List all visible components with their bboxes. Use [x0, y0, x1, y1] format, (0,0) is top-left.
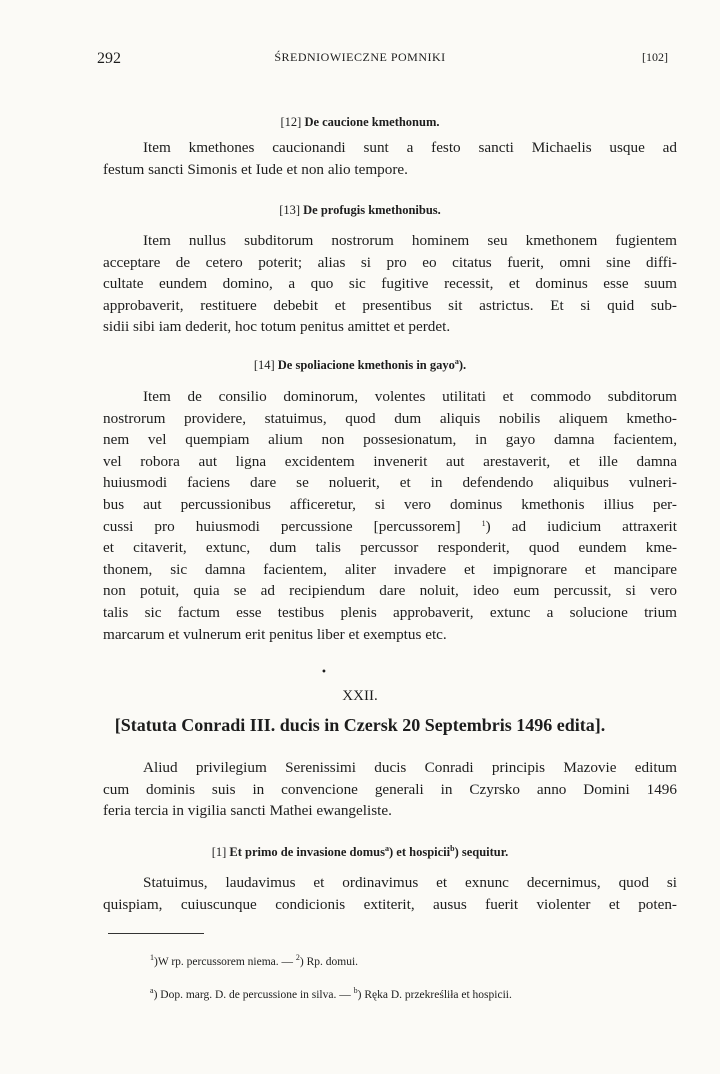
footnote-text: ) Dop. marg. D. de percussione in silva. — [153, 989, 351, 1001]
section-13-title: De profugis kmethonibus. [303, 203, 441, 217]
footnote-a-b [150, 986, 512, 1001]
text-fragment: ) ad iudicium attraxerit [485, 517, 677, 535]
footnote-mark: a [454, 357, 459, 366]
footnote-1-2 [150, 953, 359, 968]
text-line: Statuimus, laudavimus et ordinavimus et exnunc decernimus, quod si [143, 874, 677, 891]
text-line: festum sancti Simonis et Iude et non alio tempore. [103, 160, 408, 178]
section-title: [Statuta Conradi III. ducis in Czersk 20 Septembris 1496 edita]. [114, 715, 606, 735]
text-line: sidii sibi iam dederit, hoc totum penitus amittet et perdet. [103, 318, 451, 336]
text-line: bus aut percussionibus afficeretur, si vero dominus kmethonis illius per- [103, 495, 677, 513]
text-line-with-footnote [103, 516, 677, 538]
text-line: nem vel quempiam alium non possesionatum, in gayo damna facientem, [103, 431, 677, 449]
running-title: ŚREDNIOWIECZNE POMNIKI [274, 50, 446, 64]
section-1-text [103, 872, 677, 915]
text-line: nostrorum providere, statuimus, quod dum aliquis nobilis aliquem kmetho- [103, 409, 677, 427]
document-reference: [102] [642, 50, 668, 64]
text-line: non potuit, quia se ad recipiendum dare noluit, ideo eum percussit, si vero [103, 582, 677, 600]
text-line: quispiam, cuiuscunque condicionis extiterit, ausus fuerit violenter et poten- [103, 895, 677, 913]
section-14-title-end: ). [458, 358, 467, 372]
text-line: acceptare de cetero poterit; alias si pro eo citatus fuerit, omni sine diffi- [103, 253, 677, 271]
text-line: Item de consilio dominorum, volentes utilitati et commodo subditorum [143, 388, 677, 405]
text-fragment: cussi pro huiusmodi percussione [percussorem] [103, 517, 461, 535]
text-line: Aliud privilegium Serenissimi ducis Conradi principis Mazovie editum [143, 759, 677, 776]
section-12-title: De caucione kmethonum. [304, 115, 440, 129]
footnote-mark: 1 [150, 953, 154, 962]
text-line: Item kmethones caucionandi sunt a festo sancti Michaelis usque ad [143, 139, 677, 156]
text-line: talis sic factum esse testibus plenis approbaverit, extunc a solucione trium [103, 603, 677, 621]
section-12-heading [0, 115, 720, 130]
footnote-divider [108, 933, 204, 934]
section-1-title-part: ) sequitur. [454, 845, 509, 859]
section-1-title-part: ) et hospicii [389, 845, 451, 859]
page-number: 292 [97, 50, 121, 67]
section-13-text [103, 230, 677, 338]
text-line: approbaverit, restituere debebit et presentibus sit astrictus. Et si quid sub- [103, 296, 677, 314]
text-line: feria tercia in vigilia sancti Mathei ewangeliste. [103, 802, 392, 820]
section-14-heading [0, 358, 720, 373]
text-line: huiusmodi faciens dare se noluerit, et in defendendo aliquibus vulneri- [103, 474, 677, 492]
section-1-title: Et primo de invasione domus [229, 845, 385, 859]
footnote-text: )W rp. percussorem niema. — [154, 956, 294, 968]
footnote-mark: 1 [481, 518, 486, 528]
footnote-mark: a [150, 986, 154, 995]
section-14-number: [14] [253, 358, 275, 372]
text-line: thonem, sic damna facientem, aliter invadere et impignorare et mancipare [103, 560, 677, 578]
text-line: Item nullus subditorum nostrorum hominem seu kmethonem fugientem [143, 232, 677, 249]
section-12-text [103, 137, 677, 180]
footnote-mark: b [450, 844, 455, 853]
footnote-text: ) Ręka D. przekreśliła et hospicii. [357, 989, 512, 1001]
section-number: XXII. [342, 688, 378, 704]
footnote-text: ) Rp. domui. [299, 956, 359, 968]
footnote-mark: b [353, 986, 358, 995]
text-line: vel robora aut ligna excidentem invenerit aut arestaverit, et ille damna [103, 452, 677, 470]
text-line: marcarum et vulnerum erit penitus liber et exemptus etc. [103, 625, 447, 643]
section-14-title: De spoliacione kmethonis in gayo [277, 358, 455, 372]
text-line: cultate eundem domino, a quo sic fugitive recessit, et dominus esse suum [103, 275, 677, 293]
text-line: et citaverit, extunc, dum talis percussor responderit, quod eundem kme- [103, 539, 677, 557]
ornament-dot: • [321, 667, 327, 678]
section-14-text [103, 386, 677, 645]
section-1-number: [1] [211, 845, 227, 859]
footnote-mark: a [385, 844, 389, 853]
section-12-number: [12] [280, 115, 302, 129]
footnote-mark: 2 [295, 953, 300, 962]
section-1-heading [0, 845, 720, 860]
intro-text [103, 757, 677, 822]
section-13-number: [13] [279, 203, 301, 217]
text-line: cum dominis suis in convencione generali in Czyrsko anno Domini 1496 [103, 780, 677, 798]
section-13-heading [0, 203, 720, 218]
